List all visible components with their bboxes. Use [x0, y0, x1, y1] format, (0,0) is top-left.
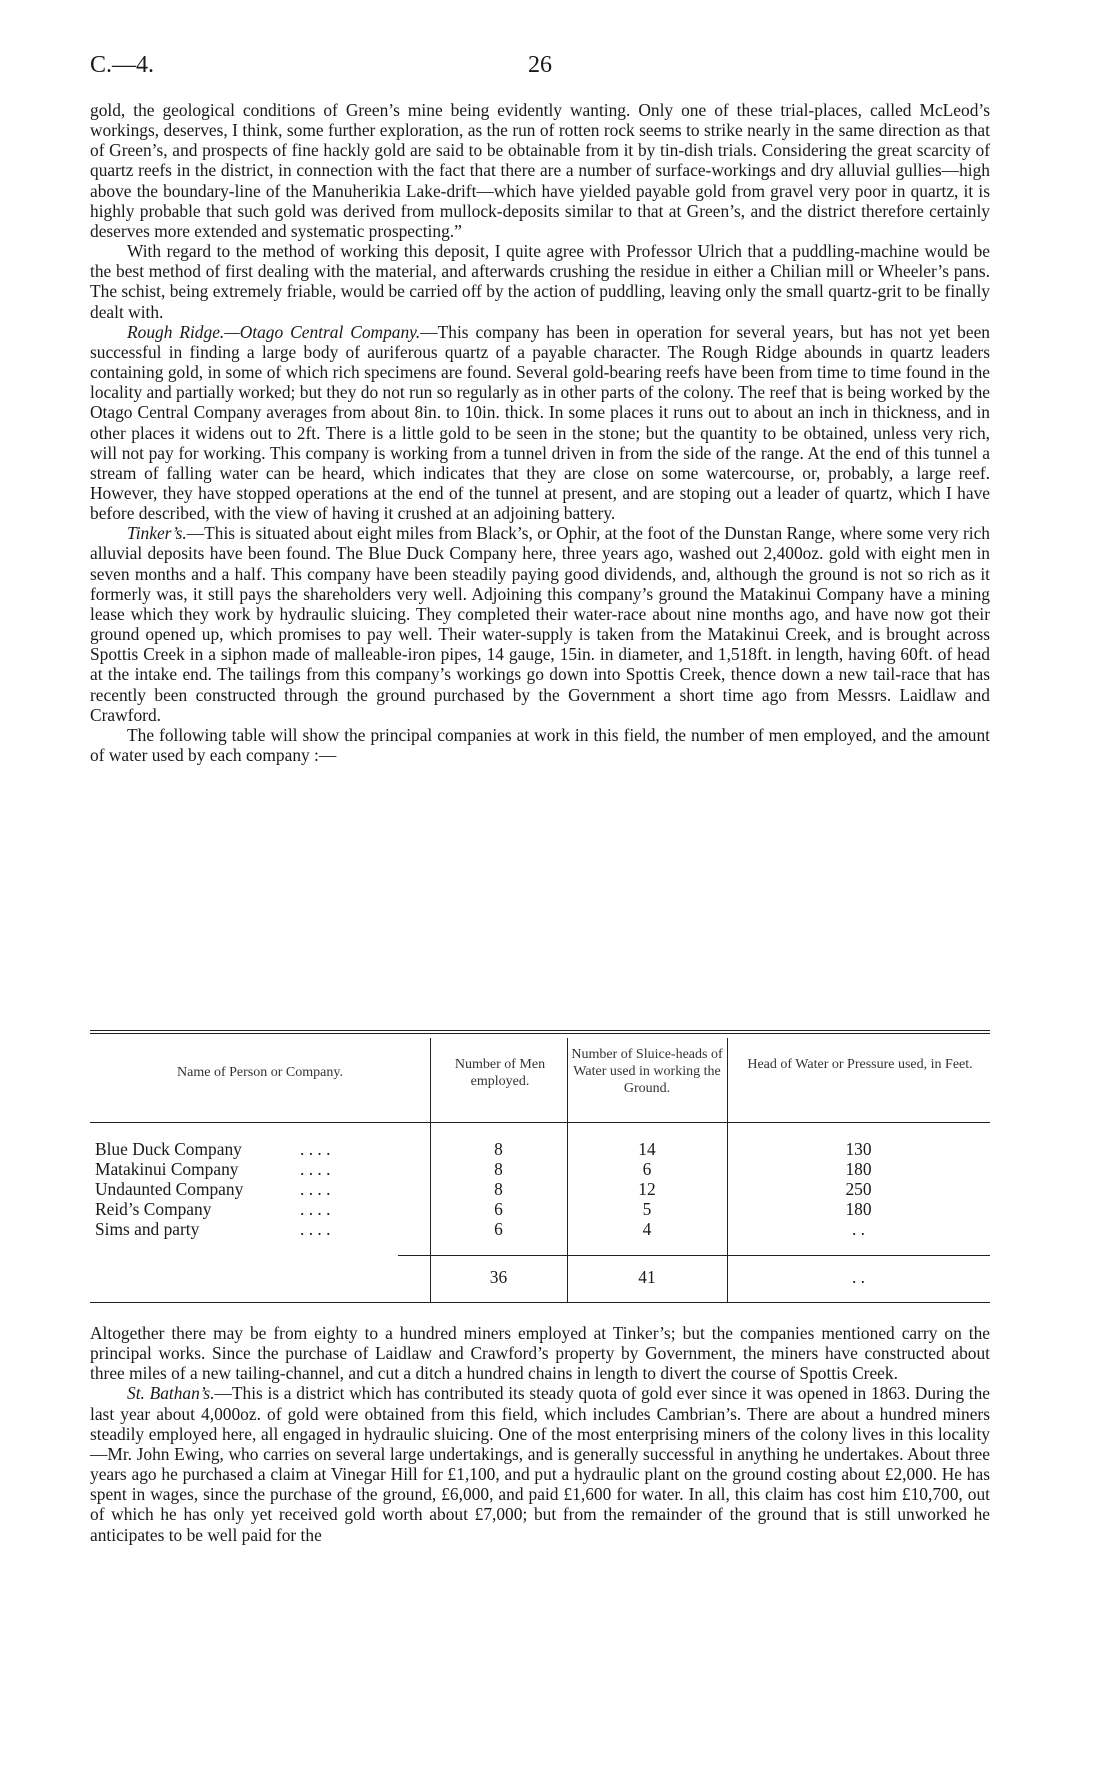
table-top-rule-double [90, 1033, 990, 1034]
header-men: Number of Men employed. [454, 1057, 546, 1089]
table-top-rule [90, 1030, 990, 1031]
paragraph-rough-ridge [90, 322, 990, 524]
cell-head: . . [851, 1219, 866, 1239]
paragraph-working-method: With regard to the method of working this deposit, I quite agree with Professor Ulrich that a puddling-machine would be the best method of first dealing with the material, and afterwards crushing the residue in either a Chilian mill or Wheeler’s pans. The schist, being extremely friable, would be carried off by the action of puddling, leaving only the small quartz-grit to be finally dealt with. [90, 241, 990, 322]
cell-sluice: 12 [638, 1179, 656, 1199]
paragraph-st-bathans [90, 1383, 990, 1544]
leader-dots: . . . . [300, 1219, 331, 1239]
total-head: . . [851, 1267, 866, 1287]
cell-head: 130 [845, 1139, 872, 1159]
st-bathans-text: —This is a district which has contributed its steady quota of gold ever since it was opened in 1863. During the last year about 4,000oz. of gold were obtained from this field, which includes Cambrian’s. There are about a hundred miners steadily employed here, all engaged in hydraulic sluicing. One of the most enterprising miners of the colony lives in this locality—Mr. John Ewing, who carries on several large undertakings, and is generally successful in anything he undertakes. About three years ago he purchased a claim at Vinegar Hill for £1,100, and put a hydraulic plant on the ground costing about £2,000. He has spent in wages, since the purchase of the ground, £6,000, and paid £1,600 for water. In all, this claim has cost him £10,700, out of which he has only yet received gold worth about £7,000; but from the remainder of the ground that is still unworked he anticipates to be well paid for the [90, 1383, 990, 1545]
leader-dots: . . . . [300, 1139, 331, 1159]
cell-name: Blue Duck Company [95, 1139, 242, 1159]
cell-head: 180 [845, 1199, 872, 1219]
cell-men: 8 [494, 1139, 503, 1159]
cell-sluice: 6 [642, 1159, 652, 1179]
header-company: Name of Person or Company. [177, 1065, 343, 1080]
header-sluice-heads: Number of Sluice-heads of Water used in working the Ground. [571, 1047, 723, 1096]
cell-name: Matakinui Company [95, 1159, 239, 1179]
text-block-lower [90, 1323, 990, 1545]
tinkers-heading: Tinker’s. [127, 523, 187, 544]
series-number: C.—4. [90, 52, 155, 78]
total-men: 36 [489, 1267, 508, 1287]
cell-head: 180 [845, 1159, 872, 1179]
paragraph-after-table: Altogether there may be from eighty to a hundred miners employed at Tinker’s; but the companies mentioned carry on the principal works. Since the purchase of Laidlaw and Crawford’s property by Government, the miners have constructed about three miles of a new tailing-channel, and cut a ditch a hundred chains in length to divert the course of Spottis Creek. [90, 1323, 990, 1384]
cell-men: 6 [494, 1199, 503, 1219]
st-bathans-heading: St. Bathan’s. [127, 1383, 215, 1404]
tinkers-text: —This is situated about eight miles from Black’s, or Ophir, at the foot of the Dunstan Range, where some very rich alluvial deposits have been found. The Blue Duck Company here, three years ago, washed out 2,400oz. gold with eight men in seven months and a half. This company have been steadily paying good dividends, and, although the ground is not so rich as it formerly was, it still pays the shareholders very well. Adjoining this company’s ground the Matakinui Company have a mining lease which they work by hydraulic sluicing. They completed their water-race about nine months ago, and have now got their ground opened up, which promises to pay well. Their water-supply is taken from the Matakinui Creek, and is brought across Spottis Creek in a siphon made of malleable-iron pipes, 14 gauge, 15in. in diameter, and 1,518ft. in length, having 60ft. of head at the intake end. The tailings from this company’s workings go down into Spottis Creek, thence down a new tail-race that has recently been constructed through the ground purchased by the Government a short time ago from Messrs. Laidlaw and Crawford. [90, 523, 990, 725]
totals-rule [398, 1255, 990, 1256]
page-header [90, 52, 990, 82]
header-rule [90, 1122, 990, 1123]
table-bottom-rule [90, 1302, 990, 1303]
cell-sluice: 4 [642, 1219, 652, 1239]
rough-ridge-heading: Rough Ridge.—Otago Central Company. [127, 321, 421, 342]
total-sluice: 41 [638, 1267, 656, 1287]
cell-sluice: 14 [638, 1139, 656, 1159]
leader-dots: . . . . [300, 1199, 331, 1219]
cell-sluice: 5 [642, 1199, 652, 1219]
companies-table [90, 1030, 990, 1308]
leader-dots: . . . . [300, 1179, 331, 1199]
text-block-upper [90, 100, 990, 765]
cell-head: 250 [845, 1179, 872, 1199]
page-number: 26 [528, 52, 552, 78]
cell-men: 8 [494, 1179, 503, 1199]
cell-name: Sims and party [95, 1219, 200, 1239]
header-head-of-water: Head of Water or Pressure used, in Feet. [747, 1057, 973, 1072]
rough-ridge-text: —This company has been in operation for several years, but has not yet been successful in finding a large body of auriferous quartz of a payable character. The Rough Ridge abounds in quartz leaders containing gold, in some of which rich specimens are found. Several gold-bearing reefs have been from time to time found in the locality and partially worked; but they do not run so regularly as in other parts of the colony. The reef that is being worked by the Otago Central Company averages from about 8in. to 10in. thick. In some places it runs out to about an inch in thickness, and in other places it widens out to 2ft. There is a little gold to be seen in the stone; but the quantity to be obtained, unless very rich, will not pay for working. This company is working from a tunnel driven in from the side of the range. At the end of this tunnel a stream of falling water can be heard, which indicates that they are close on some watercourse, or, probably, a large reef. However, they have stopped operations at the end of the tunnel at present, and are stoping out a leader of quartz, which I have before described, with the view of having it crushed at an adjoining battery. [90, 321, 991, 524]
paragraph-green-mine: gold, the geological conditions of Green’s mine being evidently wanting. Only one of these trial-places, called McLeod’s workings, deserves, I think, some further exploration, as the run of rotten rock seems to strike nearly in the same direction as that of Green’s, and prospects of fine hackly gold are said to be obtainable from it by tin-dish trials. Considering the great scarcity of quartz reefs in the district, in connection with the fact that there are a number of surface-workings and dry alluvial gullies—high above the boundary-line of the Manuherikia Lake-drift—which have yielded payable gold from gravel very poor in quartz, it is highly probable that such gold was derived from mullock-deposits similar to that at Green’s, and the district therefore certainly deserves more extended and systematic prospecting.” [90, 100, 990, 241]
cell-name: Undaunted Company [95, 1179, 244, 1199]
paragraph-tinkers [90, 523, 990, 725]
cell-men: 6 [494, 1219, 503, 1239]
paragraph-table-intro: The following table will show the principal companies at work in this field, the number of men employed, and the amount of water used by each company :— [90, 724, 990, 765]
cell-name: Reid’s Company [95, 1199, 212, 1219]
cell-men: 8 [494, 1159, 503, 1179]
leader-dots: . . . . [300, 1159, 331, 1179]
